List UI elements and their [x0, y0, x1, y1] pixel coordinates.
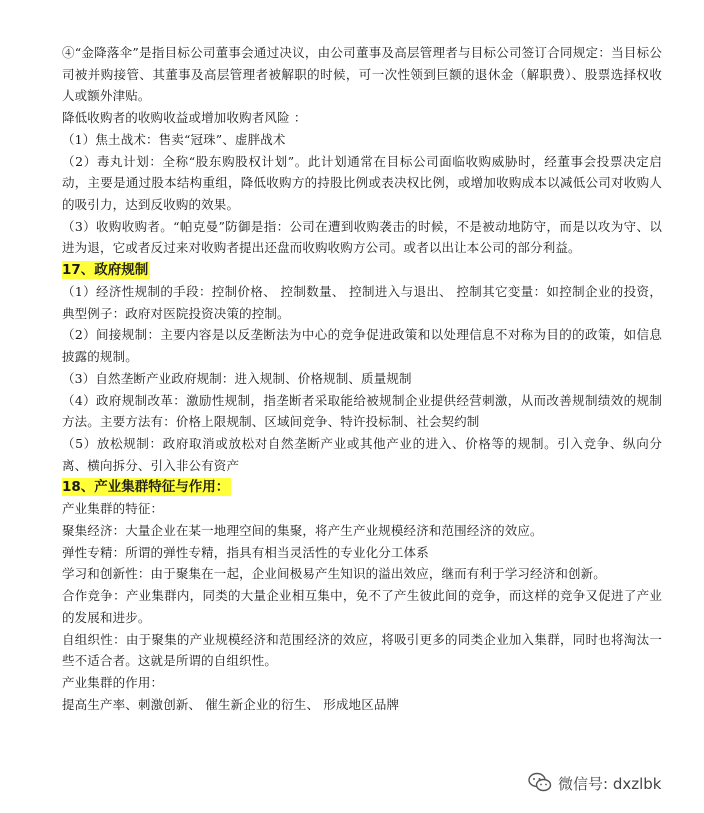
section-heading-government-regulation: [62, 259, 662, 281]
wechat-icon: [528, 772, 552, 794]
paragraph-self-organization: 自组织性：由于聚集的产业规模经济和范围经济的效应，将吸引更多的同类企业加入集群，同时也将淘汰一些不适合者。这就是所谓的自组织性。: [62, 631, 662, 669]
paragraph-cluster-role-label: 产业集群的作用：: [62, 674, 164, 690]
watermark-text: 微信号: dxzlbk: [558, 774, 662, 793]
paragraph-deregulation: （5）放松规制：政府取消或放松对自然垄断产业或其他产业的进入、价格等的规制。引入竞争、纵向分离、横向拆分、引入非公有资产: [62, 435, 662, 473]
paragraph-regulation-reform: （4）政府规制改革：激励性规制，指垄断者采取能给被规制企业提供经营刺激，从而改善规制绩效的规制方法。主要方法有：价格上限规制、区域间竞争、特许投标制、社会契约制: [62, 392, 662, 430]
paragraph-pac-man-defense: （3）收购收购者。“帕克曼”防御是指：公司在遭到收购袭击的时候，不是被动地防守，而是以攻为守、以进为退，它或者反过来对收购者提出还盘而收购收购方公司。或者以出让本公司的部分利益。: [62, 218, 662, 256]
heading-highlight: 17、政府规制: [62, 262, 149, 279]
paragraph-poison-pill: （2）毒丸计划：全称“股东购股权计划”。此计划通常在目标公司面临收购威胁时，经董事会投票决定启动，主要是通过股本结构重组，降低收购方的持股比例或表决权比例，或增加收购成本以减低公司对收购人的吸引力，达到反收购的效果。: [62, 153, 662, 212]
paragraph-natural-monopoly: （3）自然垄断产业政府规制：进入规制、价格规制、质量规制: [62, 370, 412, 386]
paragraph-cluster-roles: 提高生产率、刺激创新、 催生新企业的衍生、 形成地区品牌: [62, 696, 400, 712]
paragraph-risk-heading: 降低收购者的收购收益或增加收购者风险 ：: [62, 110, 307, 126]
paragraph-golden-parachute: ④“金降落伞”是指目标公司董事会通过决议，由公司董事及高层管理者与目标公司签订合同规定：当目标公司被并购接管、其董事及高层管理者被解职的时候，可一次性领到巨额的退休金（解职费）、股票选择权收人或额外津贴。: [62, 45, 662, 104]
paragraph-agglomeration: 聚集经济：大量企业在某一地理空间的集聚，将产生产业规模经济和范围经济的效应。: [62, 523, 543, 539]
paragraph-cluster-features-label: 产业集群的特征：: [62, 501, 164, 517]
paragraph-cooperative-competition: 合作竞争：产业集群内，同类的大量企业相互集中，免不了产生彼此间的竞争，而这样的竞争又促进了产业的发展和进步。: [62, 588, 662, 625]
paragraph-indirect-regulation: （2）间接规制：主要内容是以反垄断法为中心的竞争促进政策和以处理信息不对称为目的的政策，如信息披露的规制。: [62, 327, 662, 365]
document-body: [62, 42, 662, 715]
paragraph-economic-regulation: （1）经济性规制的手段：控制价格、 控制数量、 控制进入与退出、 控制其它变量：如控制企业的投资，典型例子：政府对医院投资决策的控制。: [62, 284, 662, 321]
heading-highlight: 18、产业集群特征与作用：: [62, 479, 230, 496]
paragraph-scorched-earth: （1）焦土战术：售卖“冠珠”、虚胖战术: [62, 131, 286, 147]
section-heading-industrial-cluster: [62, 476, 662, 498]
watermark: [528, 770, 661, 796]
paragraph-learning-innovation: 学习和创新性：由于聚集在一起，企业间极易产生知识的溢出效应，继而有利于学习经济和创新。: [62, 566, 606, 582]
paragraph-flexible-specialization: 弹性专精：所谓的弹性专精，指具有相当灵活性的专业化分工体系: [62, 544, 429, 560]
